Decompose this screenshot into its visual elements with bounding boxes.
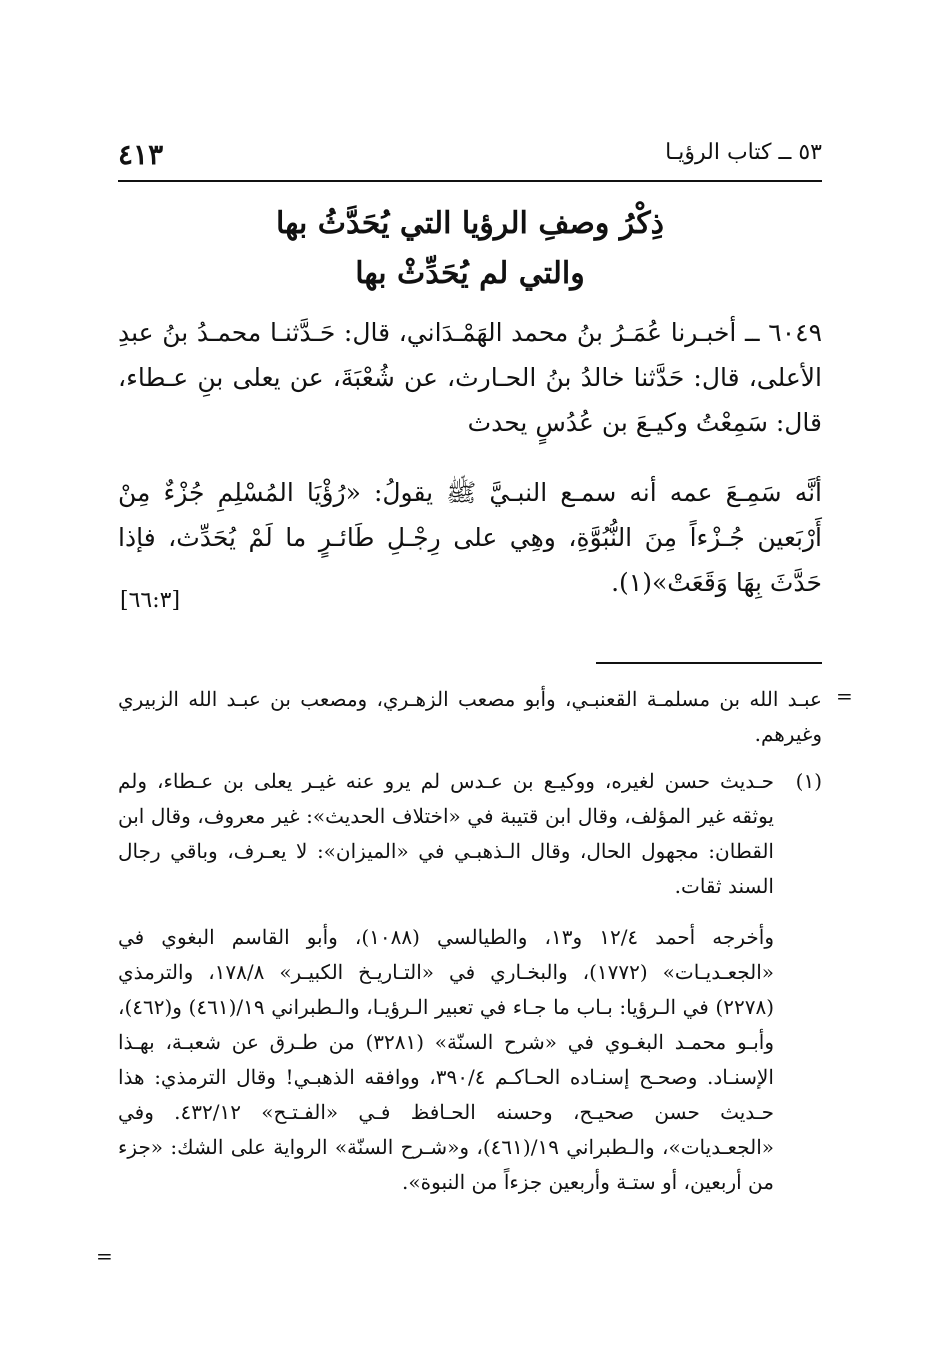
section-title-line-2: والتي لم يُحَدِّثْ بها <box>355 256 585 291</box>
footnote-takhrij: وأخرجه أحمد ١٢/٤ و١٣، والطيالسي (١٠٨٨)، وأبو القاسم البغوي في «الجعـديـات» (١٧٧٢)، والبخـاري في «التـاريـخ الكبيـر» ١٧٨/٨، والترمذي (٢٢٧٨) في الـرؤيا: بـاب ما جـاء في تعبير الـرؤيـا، والـطبراني ١٩/(٤٦١) و(٤٦٢)، وأبـو محمـد البغـوي في «شرح السنّة» (٣٢٨١) من طـرق عن شعبـة، بهـذا الإسنـاد. وصحـح إسنـاده الحـاكـم ٣٩٠/٤، ووافقه الذهبـي! وقال الترمذي: هذا حـديث حسن صحيـح، وحسنه الحـافظ فـي «الفـتـح» ٤٣٢/١٢. وفي «الجعـديات»، والـطبراني ١٩/(٤٦١)، و«شـرح السنّة» الرواية على الشك: «جزء من أربعين، أو ستـة وأربعين جزءاً من النبوة». <box>118 925 775 1194</box>
hadith-isnad: ٦٠٤٩ ــ أخبـرنا عُمَـرُ بنُ محمد الهَمْـدَاني، قال: حَـدَّثنـا محمـدُ بنُ عبدِ الأعلى، قال: حَدَّثنا خالدُ بنُ الحـارث، عن شُعْبَةَ، عن يعلى بنِ عـطاء، قال: سَمِعْتُ وكيـعَ بن عُدُسٍ يحدث <box>118 318 822 437</box>
footnote-end-mark: = <box>96 1244 113 1268</box>
hadith-matn: أنَّه سَمِـعَ عمه أنه سمـع النبـيَّ ﷺ يقولُ: «رُؤْيَا المُسْلِمِ جُزْءٌ مِنْ أَرْبَعين جُـزْءاً مِنَ النُّبُوَّةِ، وهِي على رِجْـلِ طَائـرٍ ما لَمْ يُحَدِّث، فإذا حَدَّثَ بِهَا وَقَعَتْ»(١). <box>118 478 822 597</box>
section-title-line-1: ذِكْرُ وصفِ الرؤيا التي يُحَدَّثُ بها <box>276 206 664 241</box>
page-header <box>118 136 822 180</box>
footnote-continued-text: عبـد الله بن مسلمـة القعنبـي، وأبو مصعب الزهـري، ومصعب بن عبـد الله الزبيري وغيرهم. <box>118 687 822 746</box>
hadith-reference: [٦٦:٣] <box>120 588 181 613</box>
header-divider <box>118 180 822 182</box>
footnote-continuation-mark: = <box>836 684 853 708</box>
page-number: ٤١٣ <box>118 138 164 171</box>
footnote-divider <box>596 662 822 664</box>
footnote-text: حـديث حسن لغيره، ووكيـع بن عـدس لم يرو عنه غيـر يعلى بن عـطاء، ولم يوثقه غير المؤلف، وقال ابن قتيبة في «اختلاف الحديث»: غير معروف، وقال ابن القطان: مجهول الحال، وقال الـذهبـي في «الميزان»: لا يعـرف، وباقي رجال السند ثقات. <box>118 769 774 898</box>
chapter-title: ٥٣ ــ كتاب الرؤيـا <box>665 140 822 165</box>
footnote-number: (١) <box>795 769 822 793</box>
